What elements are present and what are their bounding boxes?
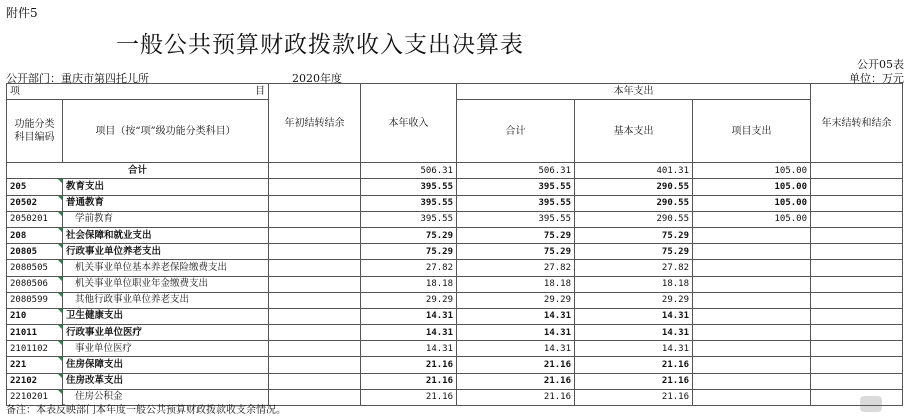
row-exp-project bbox=[693, 389, 811, 405]
row-code: 2050201 bbox=[7, 211, 63, 227]
row-exp-project bbox=[693, 260, 811, 276]
row-closing bbox=[811, 308, 903, 324]
row-closing bbox=[811, 341, 903, 357]
row-code: 20502 bbox=[7, 195, 63, 211]
row-exp-total: 29.29 bbox=[457, 292, 575, 308]
row-closing bbox=[811, 260, 903, 276]
row-exp-project: 105.00 bbox=[693, 195, 811, 211]
row-name: 事业单位医疗 bbox=[63, 341, 269, 357]
row-name: 住房改革支出 bbox=[63, 373, 269, 389]
row-opening bbox=[269, 325, 361, 341]
table-row bbox=[7, 308, 903, 324]
row-code: 208 bbox=[7, 227, 63, 243]
header-item-left: 项 bbox=[10, 86, 20, 98]
row-income: 21.16 bbox=[361, 357, 457, 373]
row-exp-total: 14.31 bbox=[457, 308, 575, 324]
row-code: 205 bbox=[7, 179, 63, 195]
row-opening bbox=[269, 179, 361, 195]
row-exp-basic: 290.55 bbox=[575, 179, 693, 195]
department-label: 公开部门：重庆市第四托儿所 bbox=[6, 72, 149, 85]
row-exp-project bbox=[693, 227, 811, 243]
row-income: 395.55 bbox=[361, 195, 457, 211]
row-code: 210 bbox=[7, 308, 63, 324]
total-label: 合计 bbox=[7, 163, 269, 179]
row-exp-total: 21.16 bbox=[457, 357, 575, 373]
row-closing bbox=[811, 373, 903, 389]
table-row bbox=[7, 244, 903, 260]
row-code: 2101102 bbox=[7, 341, 63, 357]
row-exp-total: 14.31 bbox=[457, 341, 575, 357]
row-exp-basic: 21.16 bbox=[575, 357, 693, 373]
header-closing-balance: 年末结转和结余 bbox=[811, 84, 903, 163]
row-code: 2080599 bbox=[7, 292, 63, 308]
row-code: 22102 bbox=[7, 373, 63, 389]
table-row bbox=[7, 325, 903, 341]
row-exp-project bbox=[693, 292, 811, 308]
row-exp-basic: 75.29 bbox=[575, 244, 693, 260]
total-exp-total: 506.31 bbox=[457, 163, 575, 179]
row-exp-project: 105.00 bbox=[693, 211, 811, 227]
row-name: 卫生健康支出 bbox=[63, 308, 269, 324]
row-income: 21.16 bbox=[361, 373, 457, 389]
watermark-logo bbox=[860, 396, 882, 412]
header-row-1 bbox=[7, 84, 903, 100]
table-row bbox=[7, 373, 903, 389]
row-exp-total: 395.55 bbox=[457, 195, 575, 211]
header-item-name: 项目（按“项”级功能分类科目） bbox=[63, 100, 269, 163]
row-opening bbox=[269, 308, 361, 324]
row-exp-total: 75.29 bbox=[457, 244, 575, 260]
table-row bbox=[7, 276, 903, 292]
note: 备注：本表反映部门本年度一般公共预算财政拨款收支余情况。 bbox=[6, 405, 286, 416]
row-exp-total: 395.55 bbox=[457, 179, 575, 195]
row-opening bbox=[269, 211, 361, 227]
table-row bbox=[7, 341, 903, 357]
row-income: 75.29 bbox=[361, 244, 457, 260]
total-closing bbox=[811, 163, 903, 179]
row-code: 2080506 bbox=[7, 276, 63, 292]
row-name: 住房公积金 bbox=[63, 389, 269, 405]
row-name: 社会保障和就业支出 bbox=[63, 227, 269, 243]
row-name: 普通教育 bbox=[63, 195, 269, 211]
row-income: 75.29 bbox=[361, 227, 457, 243]
page-title: 一般公共预算财政拨款收入支出决算表 bbox=[116, 32, 524, 58]
total-exp-project: 105.00 bbox=[693, 163, 811, 179]
row-code: 221 bbox=[7, 357, 63, 373]
total-income: 506.31 bbox=[361, 163, 457, 179]
row-exp-total: 27.82 bbox=[457, 260, 575, 276]
total-row bbox=[7, 163, 903, 179]
row-name: 住房保障支出 bbox=[63, 357, 269, 373]
row-code: 2210201 bbox=[7, 389, 63, 405]
total-opening bbox=[269, 163, 361, 179]
row-income: 395.55 bbox=[361, 211, 457, 227]
row-name: 机关事业单位职业年金缴费支出 bbox=[63, 276, 269, 292]
row-exp-basic: 14.31 bbox=[575, 325, 693, 341]
row-exp-basic: 29.29 bbox=[575, 292, 693, 308]
row-closing bbox=[811, 325, 903, 341]
row-exp-project bbox=[693, 341, 811, 357]
row-exp-total: 395.55 bbox=[457, 211, 575, 227]
table-row bbox=[7, 179, 903, 195]
row-exp-basic: 75.29 bbox=[575, 227, 693, 243]
row-name: 机关事业单位基本养老保险缴费支出 bbox=[63, 260, 269, 276]
row-closing bbox=[811, 179, 903, 195]
header-exp-basic: 基本支出 bbox=[575, 100, 693, 163]
total-exp-basic: 401.31 bbox=[575, 163, 693, 179]
row-income: 14.31 bbox=[361, 308, 457, 324]
row-code: 20805 bbox=[7, 244, 63, 260]
row-income: 27.82 bbox=[361, 260, 457, 276]
header-income: 本年收入 bbox=[361, 84, 457, 163]
row-opening bbox=[269, 244, 361, 260]
row-income: 395.55 bbox=[361, 179, 457, 195]
row-exp-project bbox=[693, 276, 811, 292]
row-income: 29.29 bbox=[361, 292, 457, 308]
header-item-right: 目 bbox=[255, 86, 265, 98]
row-code: 2080505 bbox=[7, 260, 63, 276]
row-closing bbox=[811, 227, 903, 243]
row-exp-project bbox=[693, 357, 811, 373]
row-exp-basic: 27.82 bbox=[575, 260, 693, 276]
row-name: 学前教育 bbox=[63, 211, 269, 227]
header-item bbox=[7, 84, 269, 100]
table-row bbox=[7, 260, 903, 276]
row-income: 14.31 bbox=[361, 341, 457, 357]
row-exp-project bbox=[693, 325, 811, 341]
table-row bbox=[7, 292, 903, 308]
row-exp-project bbox=[693, 308, 811, 324]
row-exp-basic: 14.31 bbox=[575, 341, 693, 357]
row-exp-project: 105.00 bbox=[693, 179, 811, 195]
row-name: 教育支出 bbox=[63, 179, 269, 195]
row-exp-basic: 14.31 bbox=[575, 308, 693, 324]
row-exp-basic: 21.16 bbox=[575, 389, 693, 405]
header-func-code: 功能分类科目编码 bbox=[7, 100, 63, 163]
row-exp-basic: 21.16 bbox=[575, 373, 693, 389]
header-exp-total: 合计 bbox=[457, 100, 575, 163]
row-opening bbox=[269, 357, 361, 373]
row-opening bbox=[269, 227, 361, 243]
row-exp-basic: 290.55 bbox=[575, 211, 693, 227]
row-exp-basic: 290.55 bbox=[575, 195, 693, 211]
row-name: 行政事业单位医疗 bbox=[63, 325, 269, 341]
row-closing bbox=[811, 244, 903, 260]
row-exp-basic: 18.18 bbox=[575, 276, 693, 292]
budget-table bbox=[6, 83, 903, 406]
row-name: 行政事业单位养老支出 bbox=[63, 244, 269, 260]
header-opening-balance: 年初结转结余 bbox=[269, 84, 361, 163]
row-exp-total: 18.18 bbox=[457, 276, 575, 292]
row-code: 21011 bbox=[7, 325, 63, 341]
header-expenditure: 本年支出 bbox=[457, 84, 811, 100]
row-closing bbox=[811, 357, 903, 373]
row-opening bbox=[269, 292, 361, 308]
row-income: 18.18 bbox=[361, 276, 457, 292]
row-opening bbox=[269, 373, 361, 389]
row-opening bbox=[269, 260, 361, 276]
row-opening bbox=[269, 276, 361, 292]
row-closing bbox=[811, 211, 903, 227]
form-number: 公开05表 bbox=[857, 58, 904, 71]
row-closing bbox=[811, 389, 903, 405]
row-opening bbox=[269, 195, 361, 211]
row-exp-project bbox=[693, 373, 811, 389]
row-exp-total: 21.16 bbox=[457, 389, 575, 405]
row-income: 14.31 bbox=[361, 325, 457, 341]
unit-label: 单位：万元 bbox=[849, 72, 904, 85]
year-label: 2020年度 bbox=[292, 72, 342, 85]
row-exp-project bbox=[693, 244, 811, 260]
row-closing bbox=[811, 276, 903, 292]
row-exp-total: 14.31 bbox=[457, 325, 575, 341]
row-closing bbox=[811, 292, 903, 308]
row-income: 21.16 bbox=[361, 389, 457, 405]
row-closing bbox=[811, 195, 903, 211]
table-row bbox=[7, 195, 903, 211]
row-exp-total: 75.29 bbox=[457, 227, 575, 243]
table-row bbox=[7, 357, 903, 373]
row-opening bbox=[269, 341, 361, 357]
attachment-label: 附件5 bbox=[6, 6, 38, 20]
table-row bbox=[7, 227, 903, 243]
row-name: 其他行政事业单位养老支出 bbox=[63, 292, 269, 308]
header-exp-project: 项目支出 bbox=[693, 100, 811, 163]
row-exp-total: 21.16 bbox=[457, 373, 575, 389]
table-row bbox=[7, 211, 903, 227]
